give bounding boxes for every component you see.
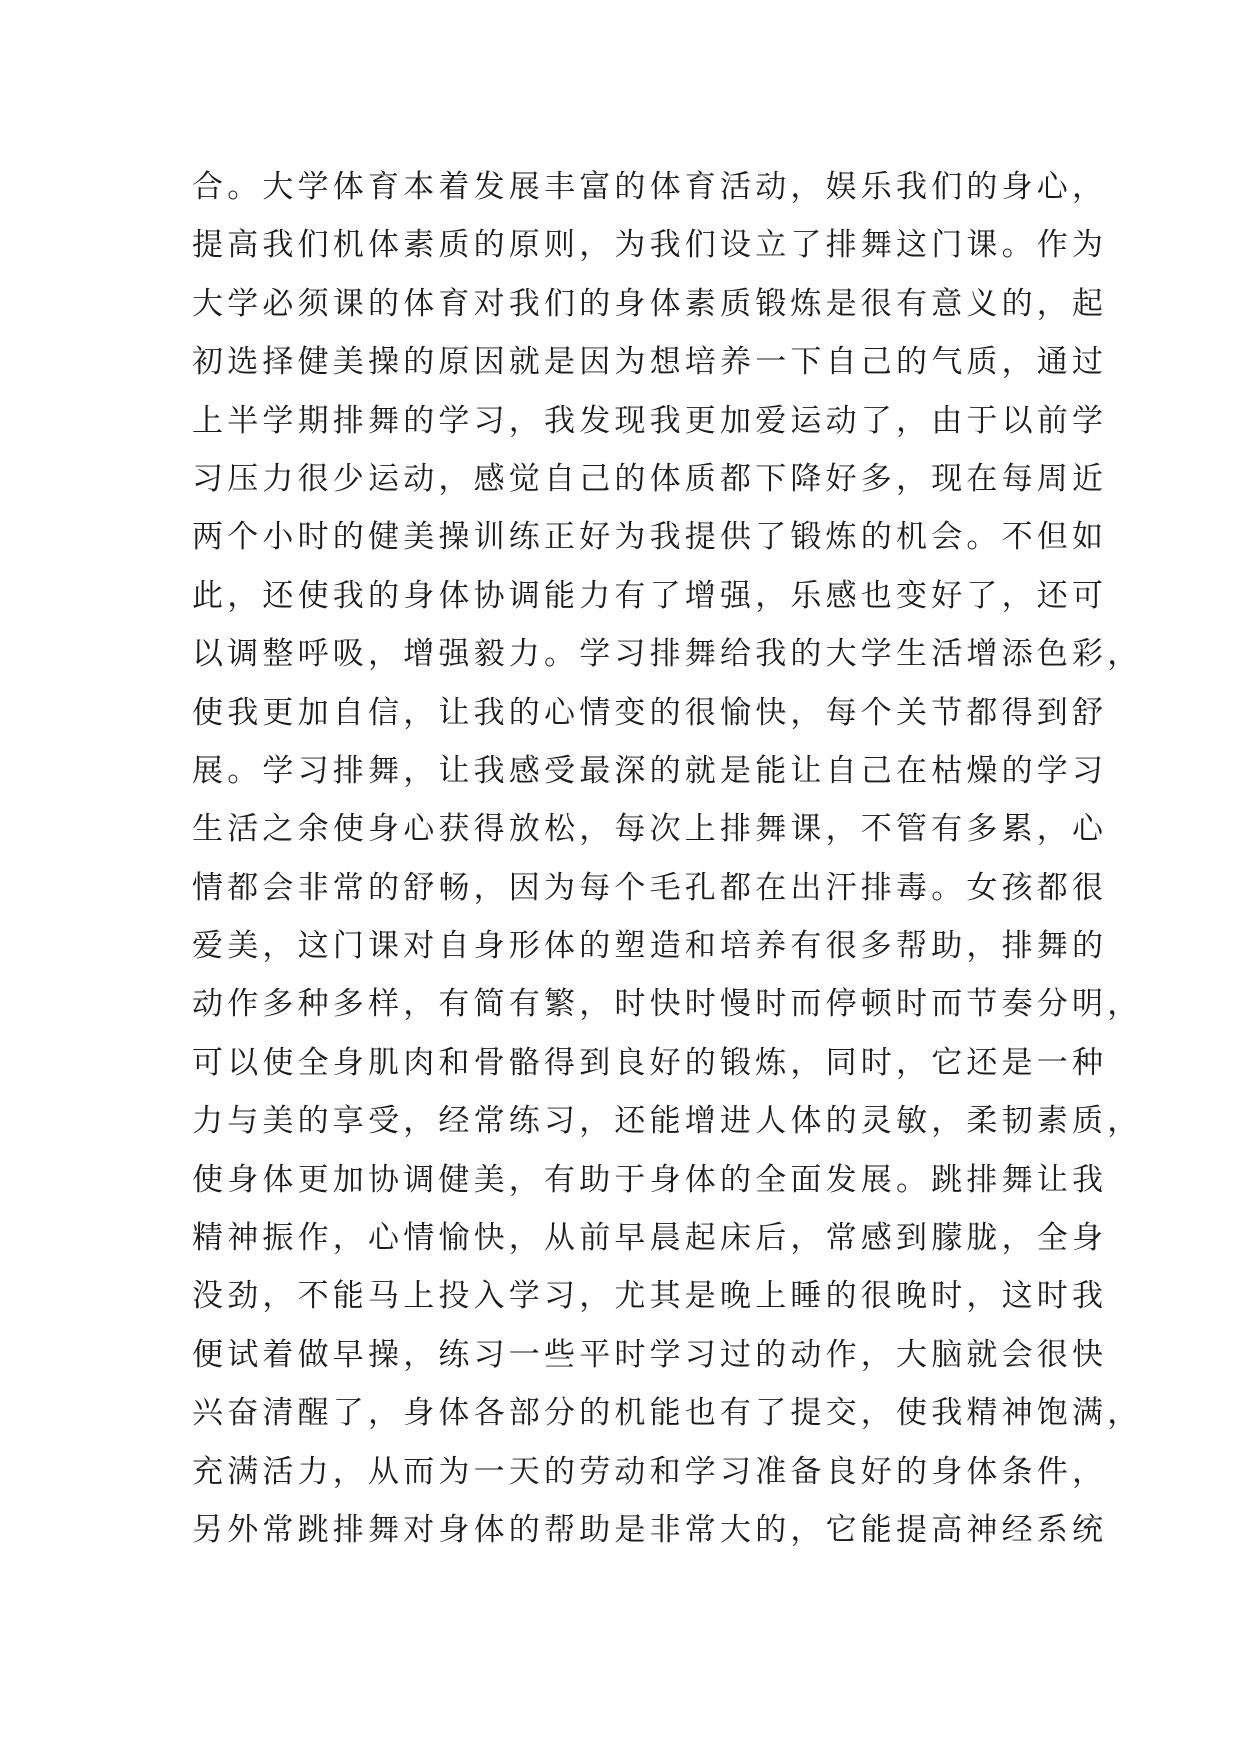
text-line: 爱美，这门课对自身形体的塑造和培养有很多帮助，排舞的 [192, 928, 1108, 965]
text-line: 生活之余使身心获得放松，每次上排舞课，不管有多累，心 [192, 811, 1108, 848]
text-line: 合。大学体育本着发展丰富的体育活动，娱乐我们的身心， [192, 169, 1108, 205]
text-line: 上半学期排舞的学习，我发现我更加爱运动了，由于以前学 [192, 402, 1108, 439]
text-line: 以调整呼吸，增强毅力。学习排舞给我的大学生活增添色彩， [192, 636, 1143, 673]
text-line: 力与美的享受，经常练习，还能增进人体的灵敏，柔韧素质， [192, 1103, 1143, 1140]
text-line: 兴奋清醒了，身体各部分的机能也有了提交，使我精神饱满， [192, 1395, 1143, 1432]
text-line: 情都会非常的舒畅，因为每个毛孔都在出汗排毒。女孩都很 [192, 869, 1108, 906]
text-line: 展。学习排舞，让我感受最深的就是能让自己在枯燥的学习 [192, 752, 1108, 789]
text-line: 使我更加自信，让我的心情变的很愉快，每个关节都得到舒 [192, 694, 1108, 731]
text-line: 初选择健美操的原因就是因为想培养一下自己的气质，通过 [192, 344, 1108, 381]
text-line: 动作多种多样，有简有繁，时快时慢时而停顿时而节奏分明， [192, 986, 1143, 1023]
body-text [192, 158, 1143, 1559]
text-line: 提高我们机体素质的原则，为我们设立了排舞这门课。作为 [192, 227, 1108, 264]
text-line: 可以使全身肌肉和骨骼得到良好的锻炼，同时，它还是一种 [192, 1044, 1108, 1081]
text-line: 使身体更加协调健美，有助于身体的全面发展。跳排舞让我 [192, 1161, 1108, 1198]
text-line: 大学必须课的体育对我们的身体素质锻炼是很有意义的，起 [192, 285, 1108, 322]
text-line: 便试着做早操，练习一些平时学习过的动作，大脑就会很快 [192, 1336, 1108, 1373]
text-line: 没劲，不能马上投入学习，尤其是晚上睡的很晚时，这时我 [192, 1278, 1108, 1315]
text-line: 精神振作，心情愉快，从前早晨起床后，常感到朦胧，全身 [192, 1220, 1108, 1257]
text-line: 另外常跳排舞对身体的帮助是非常大的，它能提高神经系统 [192, 1511, 1108, 1548]
text-line: 两个小时的健美操训练正好为我提供了锻炼的机会。不但如 [192, 519, 1108, 556]
text-line: 此，还使我的身体协调能力有了增强，乐感也变好了，还可 [192, 577, 1108, 614]
text-line: 充满活力，从而为一天的劳动和学习准备良好的身体条件， [192, 1453, 1108, 1490]
text-line: 习压力很少运动，感觉自己的体质都下降好多，现在每周近 [192, 460, 1108, 497]
